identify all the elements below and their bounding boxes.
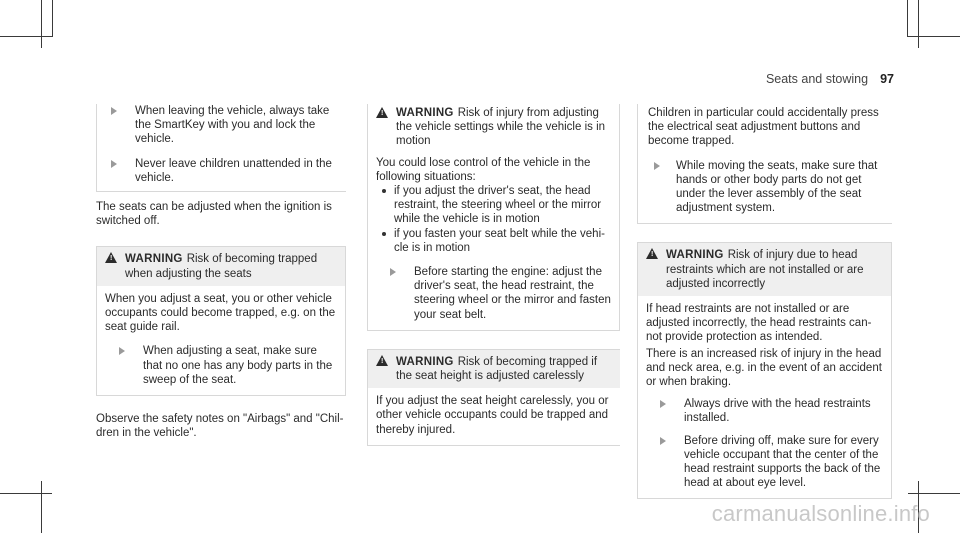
warning-text: If you adjust the seat height carelessly, you or other vehicle occupants could be trapped and thereby injured. [376,395,609,436]
crop-mark [907,0,908,37]
arrow-icon [654,162,660,170]
list-item-text: Before starting the engine: adjust the driver's seat, the head restraint, the steering wheel or the mirror and fasten your seat belt. [414,266,611,321]
crop-mark [908,493,960,494]
warning-text: When you adjust a seat, you or other vehicle occupants could become trapped, e.g. on the seat guide rail. [105,292,336,334]
list-item-text: When adjusting a seat, make sure that no one has any body parts in the sweep of the seat. [143,345,333,386]
bullet-dot [382,232,386,236]
list-item-text: if you adjust the driver's seat, the head restraint, the steering wheel or the mirror while the vehicle is in motion [394,185,602,226]
arrow-icon [111,160,117,168]
bullet-block [637,104,892,224]
warning-box [367,349,620,446]
list-item [97,157,346,185]
page-number: 97 [880,72,894,86]
warning-label: WARNING [396,355,454,368]
list-item [376,184,611,227]
warning-header [368,104,619,154]
crop-mark [0,493,52,494]
crop-mark [918,0,919,48]
crop-mark [0,36,52,37]
arrow-icon [660,437,666,445]
crop-mark [52,0,53,37]
list-item [105,344,337,387]
column-2 [367,104,620,446]
list-item [97,104,346,147]
warning-title: Risk of becoming trapped when adjusting the seats [125,253,318,280]
bullet-dot [382,189,386,193]
column-3 [637,104,892,499]
arrow-icon [119,347,125,355]
crop-mark [908,36,960,37]
warning-header [368,350,620,388]
warning-title: Risk of injury due to head restraints which are not installed or are adjusted incorrectly [666,249,864,290]
warning-label: WARNING [125,253,183,266]
warning-body [368,388,620,445]
warning-header [97,247,345,285]
list-item [646,434,883,491]
list-item-text: While moving the seats, make sure that hands or other body parts do not get under the lever assembly of the seat adjustment system. [676,159,878,215]
list-item-text: When leaving the vehicle, always take the SmartKey with you and lock the vehicle. [135,105,330,146]
warning-box [96,246,346,396]
list-item-text: Never leave children unattended in the vehicle. [135,157,332,184]
warning-box [367,104,620,331]
arrow-icon [111,107,117,115]
section-title: Seats and stowing [765,72,869,86]
paragraph: Children in particular could accidentally press the electrical seat adjustment buttons and become trapped. [648,107,879,148]
warning-icon: ! [376,355,388,366]
warning-text: There is an increased risk of injury in the head and neck area, e.g. in the event of an accident or when braking. [646,347,882,389]
bullet-list [96,104,346,192]
warning-body [97,286,345,395]
list-item-text: Always drive with the head restraints installed. [684,398,871,425]
warning-text: You could lose control of the vehicle in the following situations: [376,156,591,183]
warning-text: If head restraints are not installed or are adjusted incorrectly, the head restraints can-not provide protection as intended. [646,303,872,344]
page-header [766,72,894,86]
arrow-icon [660,400,666,408]
warning-title: Risk of becoming trapped if the seat height is adjusted carelessly [396,355,598,383]
column-1 [96,104,346,440]
warning-box [637,242,892,499]
warning-icon: ! [376,107,388,118]
warning-title: Risk of injury from adjusting the vehicle settings while the vehicle is in motion [396,107,606,148]
warning-icon: ! [646,248,658,259]
list-item-text: if you fasten your seat belt while the vehi-cle is in motion [394,227,605,254]
watermark: carmanualsonline.info [711,501,930,526]
paragraph: Observe the safety notes on "Airbags" and "Chil-dren in the vehicle". [96,413,344,440]
warning-icon: ! [105,252,117,263]
list-item [646,397,883,425]
warning-header [638,243,891,296]
list-item [648,159,886,216]
warning-label: WARNING [396,107,454,119]
crop-mark [41,0,42,48]
arrow-icon [390,268,396,276]
warning-body [638,296,891,498]
warning-label: WARNING [666,249,724,262]
list-item-text: Before driving off, make sure for every vehicle occupant that the center of the head restraint supports the back of the head at about eye level. [684,434,881,490]
warning-body [368,154,619,330]
list-item [376,227,611,255]
paragraph: The seats can be adjusted when the ignition is switched off. [96,201,332,228]
crop-mark [41,481,42,533]
list-item [376,265,611,322]
